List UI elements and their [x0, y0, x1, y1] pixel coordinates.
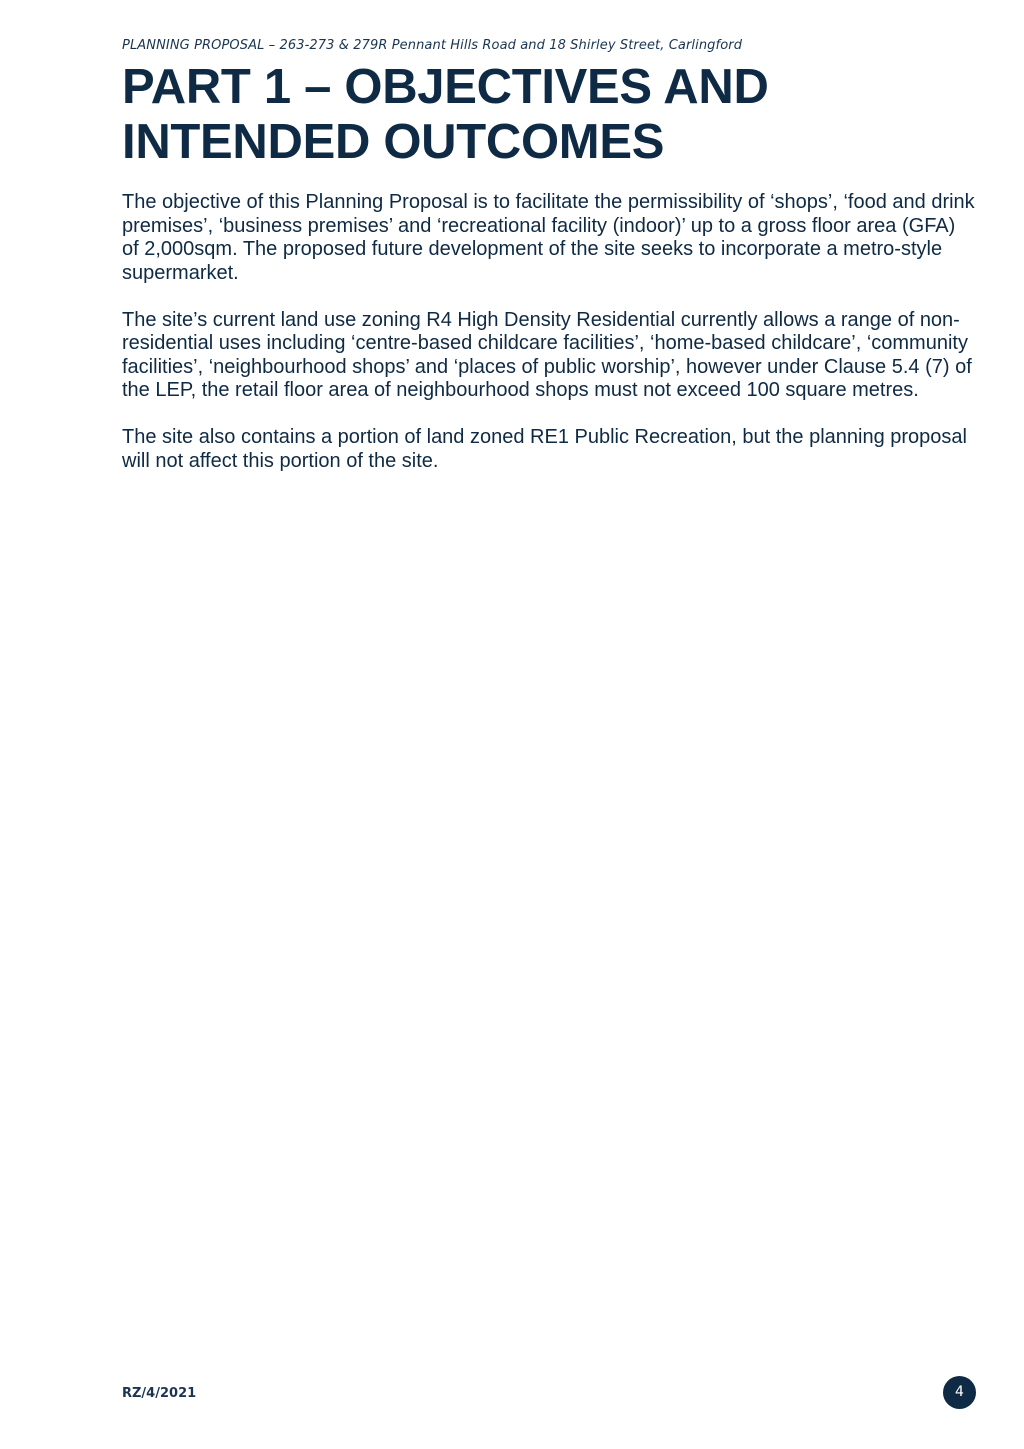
- paragraph-objective: The objective of this Planning Proposal is to facilitate the permissibility of ‘shops’, ‘food and drink premises’, ‘business premises’ and ‘recreational facility (indoor)’ up to a gross floor area (GFA) of 2,000sqm. The proposed future development of the site seeks to incorporate a metro-style supermarket.: [122, 191, 975, 284]
- body-text: [122, 191, 977, 497]
- paragraph-current-zoning: The site’s current land use zoning R4 High Density Residential currently allows a range of non-residential uses including ‘centre-based childcare facilities’, ‘home-based childcare’, ‘community facilities’, ‘neighbourhood shops’ and ‘places of public worship’, however under Clause 5.4 (7) of the LEP, the retail floor area of neighbourhood shops must not exceed 100 square metres.: [122, 308, 972, 401]
- document-reference: RZ/4/2021: [122, 1386, 197, 1401]
- page-number-badge: 4: [943, 1376, 976, 1409]
- section-title: PART 1 – OBJECTIVES AND INTENDED OUTCOMES: [122, 60, 769, 169]
- paragraph-re1-land: The site also contains a portion of land zoned RE1 Public Recreation, but the planning proposal will not affect this portion of the site.: [122, 426, 967, 472]
- running-header: PLANNING PROPOSAL – 263-273 & 279R Pennant Hills Road and 18 Shirley Street, Carlingford: [122, 38, 743, 53]
